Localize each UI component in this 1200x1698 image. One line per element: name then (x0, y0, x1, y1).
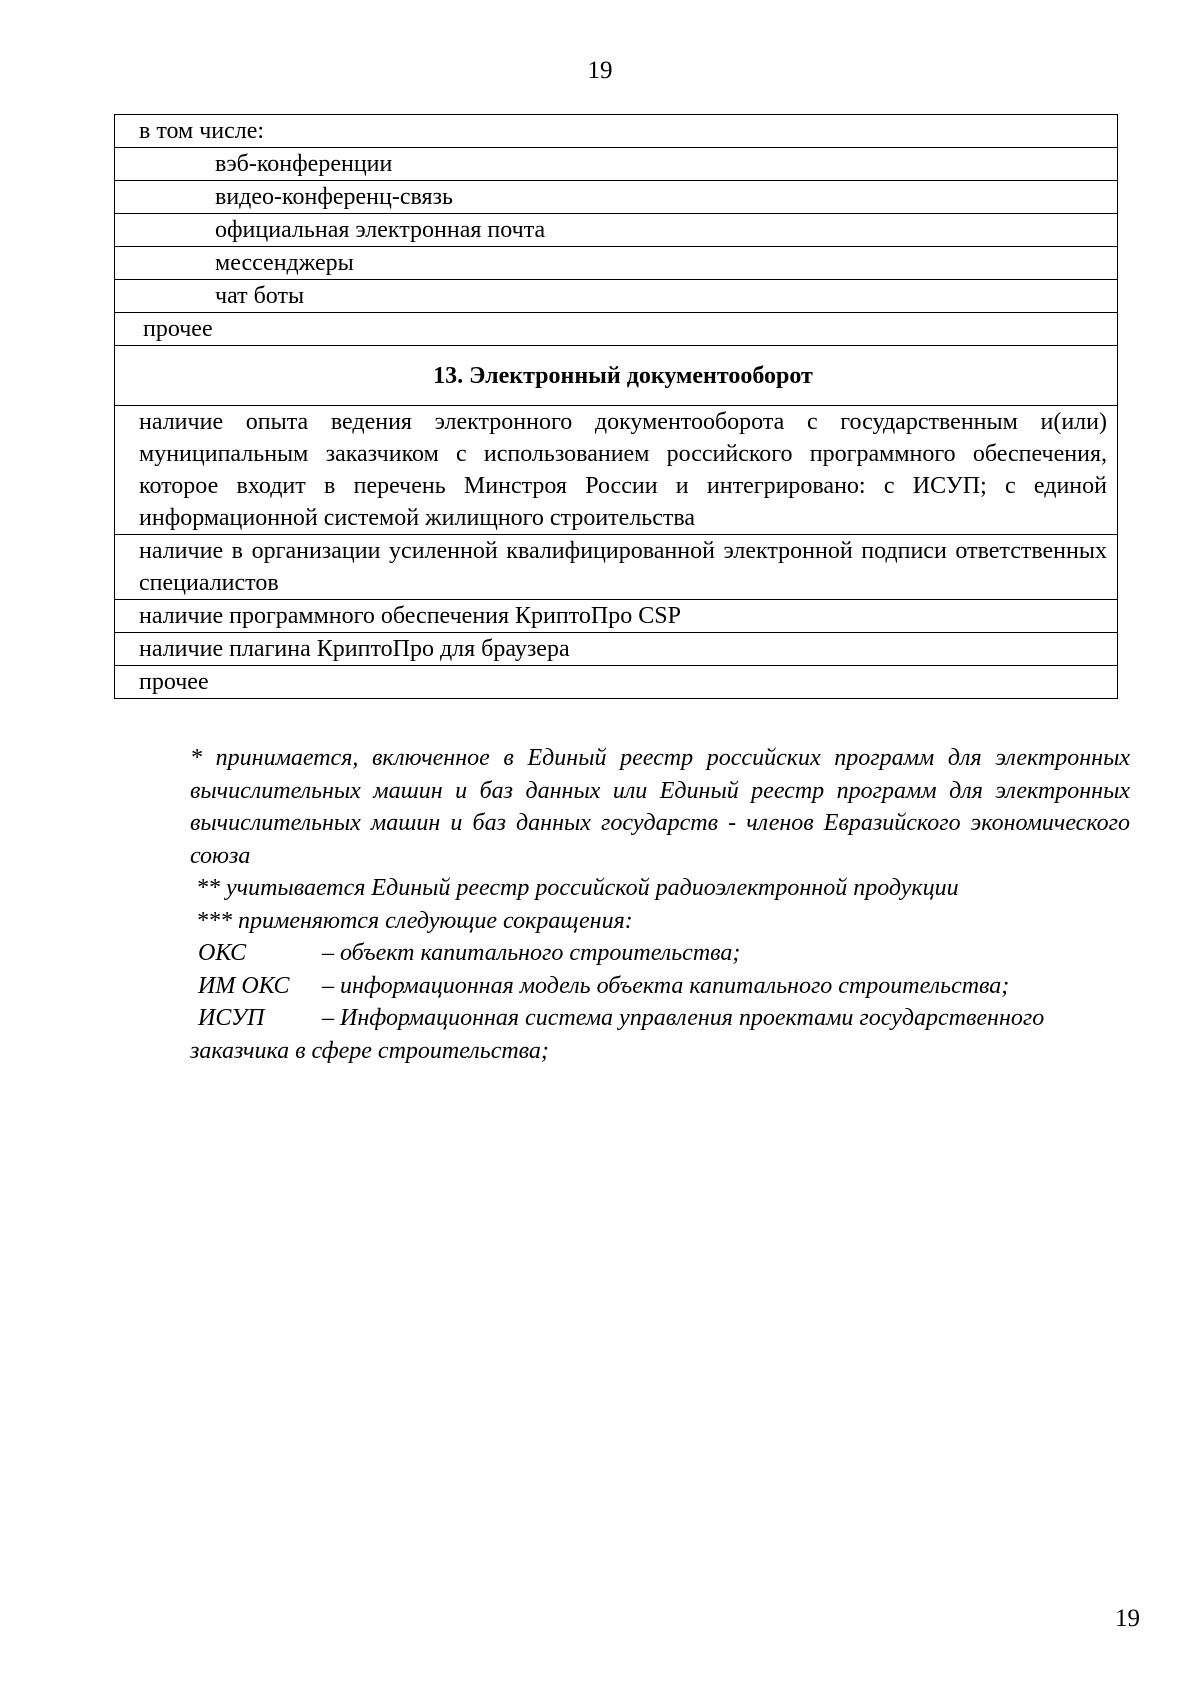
table-row: наличие программного обеспечения КриптоПро CSP (115, 600, 1117, 633)
table-row-including: в том числе: (115, 115, 1117, 148)
footnote-3: *** применяются следующие сокращения: (196, 907, 633, 934)
footnote-1: * принимается, включенное в Единый реестр российских программ для электронных вычислительных машин и баз данных или Единый реестр программ для электронных вычислительных машин и баз данных государств - членов Евразийского экономического союза (190, 745, 1130, 869)
table-row: наличие плагина КриптоПро для браузера (115, 633, 1117, 666)
abbreviation-term: ОКС (198, 940, 247, 966)
abbreviation-definition: – информационная модель объекта капитального строительства; (322, 972, 1010, 999)
requirements-table (114, 114, 1118, 699)
table-row-sub-item: вэб-конференции (115, 148, 1117, 181)
table-row-sub-item: видео-конференц-связь (115, 181, 1117, 214)
section-heading: 13. Электронный документооборот (115, 346, 1117, 406)
abbreviation-row (190, 1002, 1130, 1035)
abbreviation-definition: – Информационная система управления проектами государственного (322, 1005, 1045, 1031)
footnote-2: ** учитывается Единый реестр российской радиоэлектронной продукции (196, 875, 959, 901)
table-row-sub-item: чат боты (115, 280, 1117, 313)
footnotes (190, 742, 1130, 1067)
table-row-sub-item: мессенджеры (115, 247, 1117, 280)
abbreviation-term: ИМ ОКС (198, 972, 290, 999)
table-row-sub-item: официальная электронная почта (115, 214, 1117, 247)
page-number-top: 19 (587, 57, 613, 84)
table-row: наличие опыта ведения электронного документооборота с государственным и(или) муниципальным заказчиком с использованием российского программного обеспечения, которое входит в перечень Минстроя России и интегрировано: с ИСУП; с единой информационной системой жилищного строительства (115, 406, 1117, 535)
abbreviation-row (190, 937, 1130, 970)
page-number-bottom: 19 (1115, 1605, 1140, 1632)
table-row-other: прочее (115, 666, 1117, 699)
footnote-continuation: заказчика в сфере строительства; (190, 1037, 549, 1064)
abbreviation-term: ИСУП (198, 1005, 265, 1031)
table-row: наличие в организации усиленной квалифицированной электронной подписи ответственных специалистов (115, 535, 1117, 600)
abbreviation-definition: – объект капитального строительства; (322, 940, 741, 966)
abbreviation-row (190, 970, 1130, 1003)
table-row-other: прочее (115, 313, 1117, 346)
